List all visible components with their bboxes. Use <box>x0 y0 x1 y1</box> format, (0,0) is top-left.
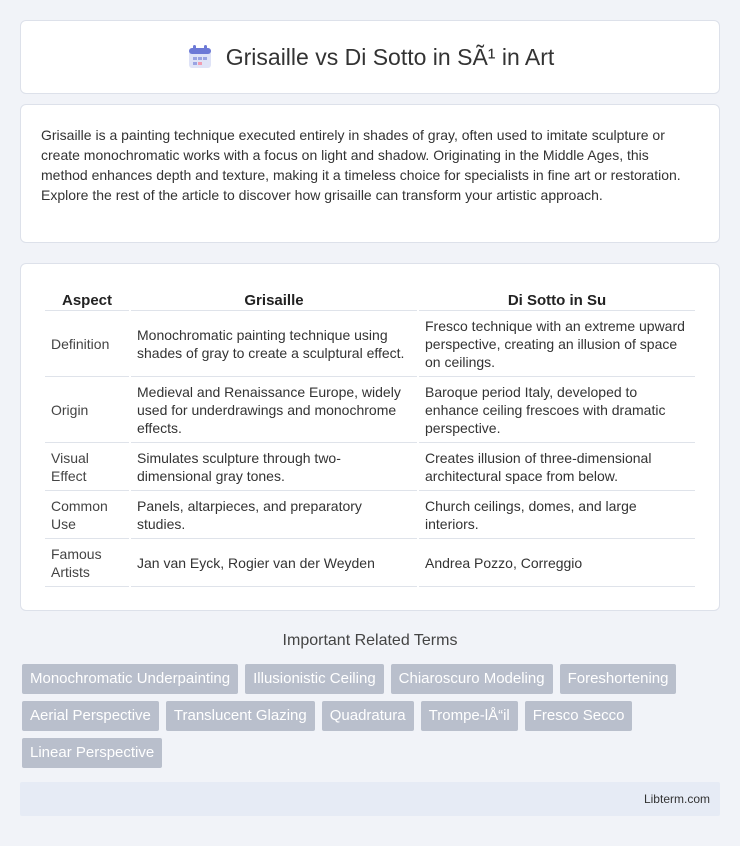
cell-grisaille: Simulates sculpture through two-dimensional gray tones. <box>131 445 417 491</box>
comparison-table <box>43 284 697 589</box>
table-row <box>45 541 695 587</box>
table-row <box>45 379 695 443</box>
footer-link[interactable]: Libterm.com <box>643 792 710 806</box>
cell-di-sotto: Creates illusion of three-dimensional architectural space from below. <box>419 445 695 491</box>
tag-linear-perspective[interactable]: Linear Perspective <box>22 738 162 768</box>
tag-quadratura[interactable]: Quadratura <box>322 701 414 731</box>
cell-di-sotto: Fresco technique with an extreme upward perspective, creating an illusion of space on ceilings. <box>419 313 695 377</box>
title-wrap <box>186 43 555 71</box>
tag-monochromatic-underpainting[interactable]: Monochromatic Underpainting <box>22 664 238 694</box>
footer <box>20 782 720 816</box>
title-card <box>20 20 720 94</box>
cell-grisaille: Monochromatic painting technique using shades of gray to create a sculptural effect. <box>131 313 417 377</box>
table-row <box>45 313 695 377</box>
tag-trompe-loeil[interactable]: Trompe-lÅ“il <box>421 701 518 731</box>
header-grisaille: Grisaille <box>131 286 417 311</box>
related-terms-title: Important Related Terms <box>282 632 458 649</box>
cell-aspect: Origin <box>45 379 129 443</box>
calendar-icon <box>186 43 214 71</box>
header-aspect: Aspect <box>45 286 129 311</box>
cell-di-sotto: Church ceilings, domes, and large interiors. <box>419 493 695 539</box>
related-terms-list <box>22 664 722 768</box>
page-title: Grisaille vs Di Sotto in SÃ¹ in Art <box>225 43 555 70</box>
cell-grisaille: Panels, altarpieces, and preparatory studies. <box>131 493 417 539</box>
tag-foreshortening[interactable]: Foreshortening <box>560 664 677 694</box>
tag-aerial-perspective[interactable]: Aerial Perspective <box>22 701 159 731</box>
cell-di-sotto: Andrea Pozzo, Correggio <box>419 541 695 587</box>
cell-aspect: Famous Artists <box>45 541 129 587</box>
cell-grisaille: Medieval and Renaissance Europe, widely used for underdrawings and monochrome effects. <box>131 379 417 443</box>
tag-translucent-glazing[interactable]: Translucent Glazing <box>166 701 315 731</box>
intro-text: Grisaille is a painting technique executed entirely in shades of gray, often used to imitate sculpture or create monochromatic works with a focus on light and shadow. Originating in the Middle Ages, this method enhances depth and texture, making it a timeless choice for specialists in fine art or restoration. Explore the rest of the article to discover how grisaille can transform your artistic approach. <box>41 127 681 203</box>
table-header-row <box>45 286 695 311</box>
table-row <box>45 493 695 539</box>
tag-chiaroscuro-modeling[interactable]: Chiaroscuro Modeling <box>391 664 553 694</box>
cell-aspect: Visual Effect <box>45 445 129 491</box>
header-di-sotto: Di Sotto in Su <box>419 286 695 311</box>
tag-illusionistic-ceiling[interactable]: Illusionistic Ceiling <box>245 664 384 694</box>
cell-aspect: Common Use <box>45 493 129 539</box>
cell-di-sotto: Baroque period Italy, developed to enhance ceiling frescoes with dramatic perspective. <box>419 379 695 443</box>
table-row <box>45 445 695 491</box>
intro-card <box>20 104 720 243</box>
cell-grisaille: Jan van Eyck, Rogier van der Weyden <box>131 541 417 587</box>
cell-aspect: Definition <box>45 313 129 377</box>
tag-fresco-secco[interactable]: Fresco Secco <box>525 701 633 731</box>
comparison-table-card <box>20 263 720 611</box>
